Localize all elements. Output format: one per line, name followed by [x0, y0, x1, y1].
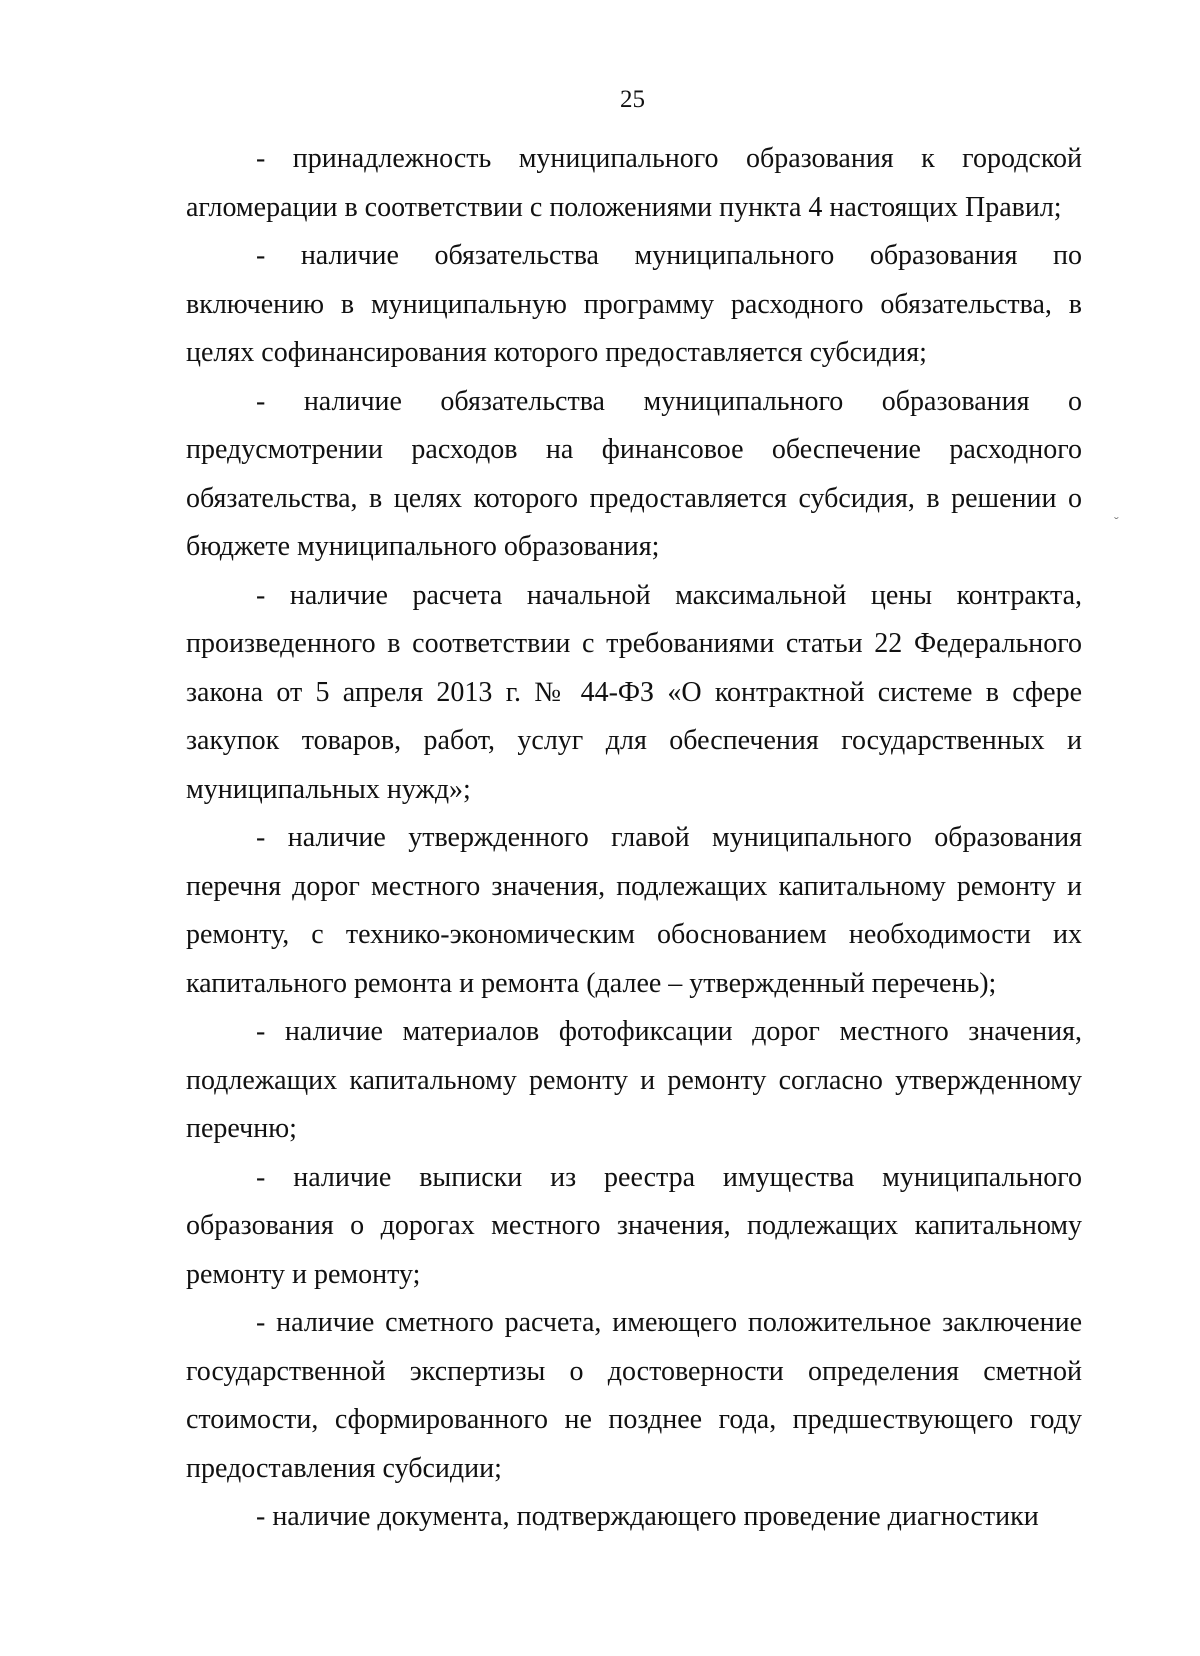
paragraph: - наличие сметного расчета, имеющего положительное заключение государственной экспертизы о достоверности определения сметной стоимости, сформированного не позднее года, предшествующего году предоставления субсидии;: [186, 1307, 1082, 1484]
margin-mark: ˬ: [1114, 505, 1119, 520]
paragraph: - наличие материалов фотофиксации дорог местного значения, подлежащих капитальному ремонту и ремонту согласно утвержденному перечню;: [186, 1016, 1082, 1144]
paragraph: - наличие обязательства муниципального образования о предусмотрении расходов на финансовое обеспечение расходного обязательства, в целях которого предоставляется субсидия, в решении о бюджете муниципального образования;: [186, 385, 1082, 562]
document-body: [186, 135, 1082, 1542]
paragraph: - наличие выписки из реестра имущества муниципального образования о дорогах местного значения, подлежащих капитальному ремонту и ремонту;: [186, 1161, 1082, 1290]
page-number: 25: [620, 86, 645, 113]
paragraph: - наличие документа, подтверждающего проведение диагностики: [256, 1501, 1039, 1532]
paragraph: - наличие расчета начальной максимальной цены контракта, произведенного в соответствии с требованиями статьи 22 Федерального закона от 5 апреля 2013 г. № 44-ФЗ «О контрактной системе в сфере закупок товаров, работ, услуг для обеспечения государственных и муниципальных нужд»;: [186, 579, 1082, 805]
paragraph: - наличие утвержденного главой муниципального образования перечня дорог местного значения, подлежащих капитальному ремонту и ремонту, с технико-экономическим обоснованием необходимости их капитального ремонта и ремонта (далее – утвержденный перечень);: [186, 822, 1082, 999]
paragraph: - принадлежность муниципального образования к городской агломерации в соответствии с положениями пункта 4 настоящих Правил;: [186, 143, 1082, 223]
paragraph: - наличие обязательства муниципального образования по включению в муниципальную программу расходного обязательства, в целях софинансирования которого предоставляется субсидия;: [186, 240, 1082, 368]
